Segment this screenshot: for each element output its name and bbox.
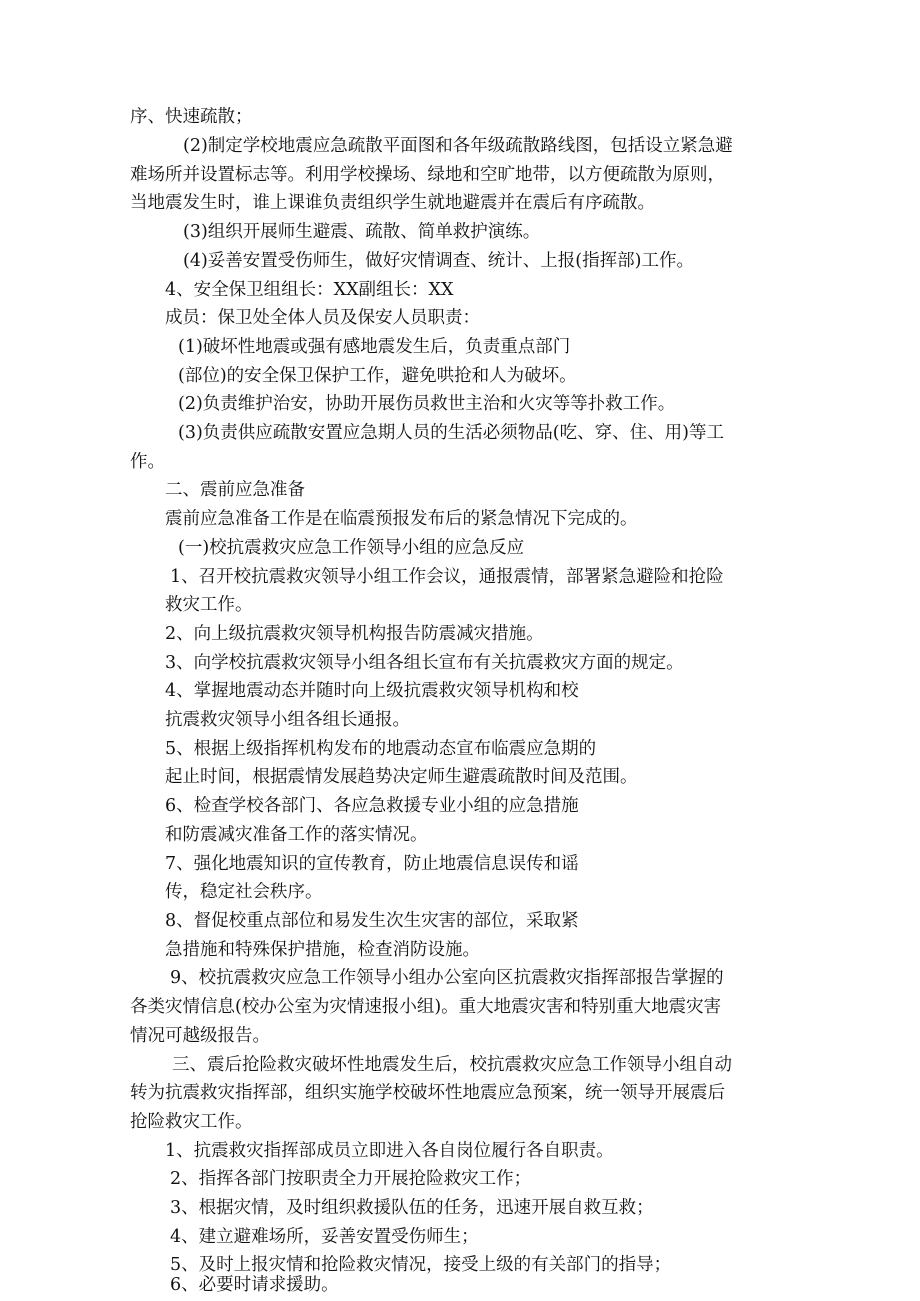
text-line: (2)制定学校地震应急疏散平面图和各年级疏散路线图，包括设立紧急避 bbox=[183, 136, 733, 156]
text-line: 抢险救灾工作。 bbox=[130, 1112, 253, 1132]
section-heading: 二、震前应急准备 bbox=[165, 480, 305, 500]
text-line: 4、掌握地震动态并随时向上级抗震救灾领导机构和校 bbox=[165, 681, 579, 701]
text-line: 4、安全保卫组组长：XX副组长：XX bbox=[165, 280, 454, 300]
text-line: 序、快速疏散； bbox=[130, 107, 253, 127]
text-line: 6、必要时请求援助。 bbox=[170, 1275, 339, 1295]
text-line: 救灾工作。 bbox=[165, 595, 253, 615]
text-line: 3、向学校抗震救灾领导小组各组长宣布有关抗震救灾方面的规定。 bbox=[165, 653, 684, 673]
text-line: 1、召开校抗震救灾领导小组工作会议，通报震情，部署紧急避险和抢险 bbox=[170, 567, 724, 587]
text-line: 成员：保卫处全体人员及保安人员职责： bbox=[165, 308, 480, 328]
section-heading: 三、震后抢险救灾破坏性地震发生后，校抗震救灾应急工作领导小组自动 bbox=[172, 1055, 732, 1075]
text-line: 难场所并设置标志等。利用学校操场、绿地和空旷地带，以方便疏散为原则， bbox=[130, 165, 725, 185]
text-line: 8、督促校重点部位和易发生次生灾害的部位，采取紧 bbox=[165, 911, 579, 931]
text-line: (3)组织开展师生避震、疏散、简单救护演练。 bbox=[183, 222, 541, 242]
text-line: 当地震发生时，谁上课谁负责组织学生就地避震并在震后有序疏散。 bbox=[130, 193, 655, 213]
text-line: 急措施和特殊保护措施，检查消防设施。 bbox=[165, 940, 480, 960]
text-line: (4)妥善安置受伤师生，做好灾情调查、统计、上报(指挥部)工作。 bbox=[183, 251, 694, 271]
text-line: (部位)的安全保卫保护工作，避免哄抢和人为破坏。 bbox=[178, 366, 577, 386]
text-line: 震前应急准备工作是在临震预报发布后的紧急情况下完成的。 bbox=[165, 509, 638, 529]
text-line: 2、向上级抗震救灾领导机构报告防震减灾措施。 bbox=[165, 624, 544, 644]
text-line: 7、强化地震知识的宣传教育，防止地震信息误传和谣 bbox=[165, 854, 579, 874]
text-line: 起止时间，根据震情发展趋势决定师生避震疏散时间及范围。 bbox=[165, 767, 638, 787]
text-line: 转为抗震救灾指挥部，组织实施学校破坏性地震应急预案，统一领导开展震后 bbox=[130, 1083, 725, 1103]
text-line: 2、指挥各部门按职责全力开展抢险救灾工作； bbox=[170, 1169, 532, 1189]
text-line: 传，稳定社会秩序。 bbox=[165, 882, 323, 902]
text-line: 4、建立避难场所，妥善安置受伤师生； bbox=[170, 1227, 479, 1247]
text-line: 6、检查学校各部门、各应急救援专业小组的应急措施 bbox=[165, 796, 579, 816]
text-line: 5、根据上级指挥机构发布的地震动态宣布临震应急期的 bbox=[165, 739, 597, 759]
text-line: 和防震减灾准备工作的落实情况。 bbox=[165, 825, 428, 845]
text-line: (2)负责维护治安，协助开展伤员救世主治和火灾等等扑救工作。 bbox=[178, 394, 676, 414]
text-line: (1)破坏性地震或强有感地震发生后，负责重点部门 bbox=[178, 337, 571, 357]
text-line: 1、抗震救灾指挥部成员立即进入各自岗位履行各自职责。 bbox=[165, 1141, 614, 1161]
section-heading: (一)校抗震救灾应急工作领导小组的应急反应 bbox=[178, 538, 525, 558]
text-line: 抗震救灾领导小组各组长通报。 bbox=[165, 710, 410, 730]
text-line: 5、及时上报灾情和抢险救灾情况，接受上级的有关部门的指导； bbox=[170, 1255, 672, 1275]
text-line: 9、校抗震救灾应急工作领导小组办公室向区抗震救灾指挥部报告掌握的 bbox=[170, 968, 724, 988]
text-line: (3)负责供应疏散安置应急期人员的生活必须物品(吃、穿、住、用)等工 bbox=[178, 423, 724, 443]
text-line: 情况可越级报告。 bbox=[130, 1026, 270, 1046]
text-line: 各类灾情信息(校办公室为灾情速报小组)。重大地震灾害和特别重大地震灾害 bbox=[130, 997, 722, 1017]
text-line: 作。 bbox=[130, 452, 165, 472]
text-line: 3、根据灾情，及时组织救援队伍的任务，迅速开展自救互救； bbox=[170, 1198, 654, 1218]
